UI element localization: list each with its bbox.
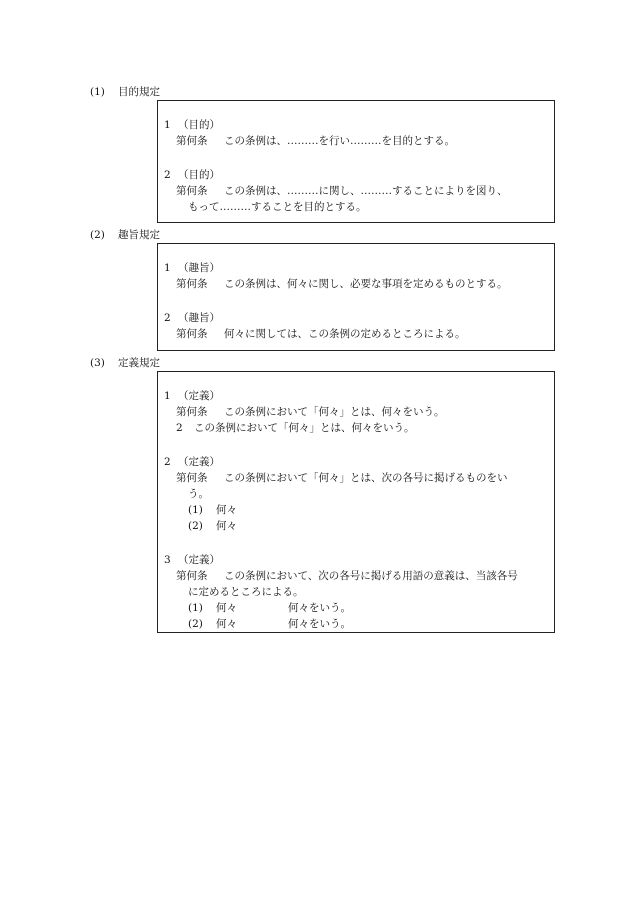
article-text: この条例は、何々に関し、必要な事項を定めるものとする。	[224, 278, 508, 290]
example-index: 1	[164, 262, 171, 274]
section-number: (2)	[90, 229, 105, 241]
example-caption: （定義）	[178, 554, 220, 566]
section-title: 趣旨規定	[118, 229, 160, 241]
article-label: 第何条	[176, 570, 208, 582]
item-term: 何々	[216, 618, 237, 630]
article-text-continued: う。	[188, 488, 209, 500]
list-item	[158, 616, 554, 632]
article-text: この条例は、………を行い………を目的とする。	[224, 135, 455, 147]
item-term: 何々	[216, 602, 237, 614]
example-index: 2	[164, 312, 171, 324]
paragraph-number: 2	[176, 422, 183, 434]
section-number: (1)	[90, 86, 105, 98]
paragraph-text: この条例において「何々」とは、何々をいう。	[194, 422, 415, 434]
article-label: 第何条	[176, 472, 208, 484]
list-item	[158, 600, 554, 616]
article-text: この条例は、………に関し、………することによりを図り、	[224, 185, 508, 197]
example-item	[158, 388, 554, 436]
list-item	[158, 502, 554, 518]
example-caption: （定義）	[178, 456, 220, 468]
example-box-definition	[157, 371, 555, 633]
example-index: 1	[164, 390, 171, 402]
example-item	[158, 167, 554, 215]
example-index: 3	[164, 554, 171, 566]
example-item	[158, 117, 554, 149]
example-caption: （定義）	[178, 390, 220, 402]
article-text-continued: もって………することを目的とする。	[188, 201, 367, 213]
example-caption: （趣旨）	[178, 312, 220, 324]
paragraph-2	[158, 420, 554, 436]
item-number: (1)	[188, 504, 203, 516]
example-item	[158, 310, 554, 342]
article-text: この条例において「何々」とは、何々をいう。	[224, 406, 445, 418]
article-label: 第何条	[176, 406, 208, 418]
section-number: (3)	[90, 357, 105, 369]
section-title: 定義規定	[118, 357, 160, 369]
item-number: (2)	[188, 520, 203, 532]
section-heading-intent	[90, 227, 160, 243]
list-item	[158, 518, 554, 534]
item-description: 何々をいう。	[288, 618, 351, 630]
example-index: 1	[164, 119, 171, 131]
example-caption: （目的）	[178, 169, 220, 181]
section-heading-definition	[90, 355, 160, 371]
example-index: 2	[164, 169, 171, 181]
item-term: 何々	[216, 504, 237, 516]
article-label: 第何条	[176, 135, 208, 147]
example-caption: （目的）	[178, 119, 220, 131]
example-caption: （趣旨）	[178, 262, 220, 274]
article-label: 第何条	[176, 328, 208, 340]
item-number: (1)	[188, 602, 203, 614]
article-text-continued: に定めるところによる。	[188, 586, 304, 598]
example-item	[158, 260, 554, 292]
item-number: (2)	[188, 618, 203, 630]
section-title: 目的規定	[118, 86, 160, 98]
item-description: 何々をいう。	[288, 602, 351, 614]
example-index: 2	[164, 456, 171, 468]
section-heading-purpose	[90, 84, 160, 100]
article-label: 第何条	[176, 185, 208, 197]
example-item	[158, 454, 554, 534]
article-label: 第何条	[176, 278, 208, 290]
article-text: 何々に関しては、この条例の定めるところによる。	[224, 328, 466, 340]
article-text: この条例において「何々」とは、次の各号に掲げるものをい	[224, 472, 508, 484]
example-box-intent	[157, 243, 555, 351]
example-box-purpose	[157, 100, 555, 223]
item-term: 何々	[216, 520, 237, 532]
article-text: この条例において、次の各号に掲げる用語の意義は、当該各号	[224, 570, 518, 582]
example-item	[158, 552, 554, 632]
